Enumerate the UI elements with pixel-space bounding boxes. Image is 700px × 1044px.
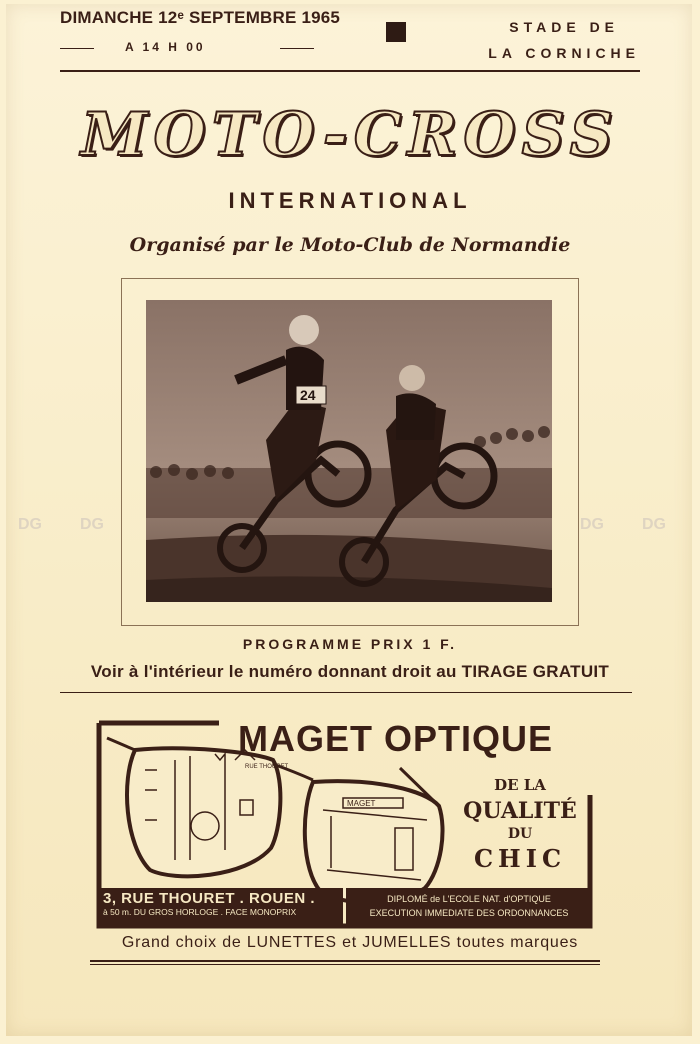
diploma-text: DIPLOMÉ de L'ECOLE NAT. d'OPTIQUE (387, 894, 551, 904)
shop-location: à 50 m. DU GROS HORLOGE . FACE MONOPRIX (103, 907, 297, 917)
footer-rule (90, 960, 600, 962)
header-rule (60, 70, 640, 72)
footer-rule (90, 964, 600, 965)
address-panel (97, 888, 343, 926)
watermark: DG (18, 516, 42, 533)
divider (60, 692, 632, 693)
race-number: 24 (300, 387, 316, 403)
square-ornament (386, 22, 406, 42)
event-time: A 14 H 00 (125, 40, 206, 54)
shop-sign: MAGET (347, 799, 376, 808)
organizer-line: Organisé par le Moto-Club de Normandie (129, 234, 571, 256)
ad-qualite: QUALITÉ (463, 798, 577, 824)
ad-title: MAGET OPTIQUE (238, 718, 554, 759)
venue-line-1: STADE DE (509, 19, 620, 35)
programme-price: PROGRAMME PRIX 1 F. (242, 636, 458, 652)
divider (280, 48, 314, 49)
watermark: DG (580, 516, 604, 533)
shop-address: 3, RUE THOURET . ROUEN . (103, 890, 316, 907)
diploma-panel (346, 888, 592, 926)
venue-line-2: LA CORNICHE (488, 45, 640, 61)
street-sign: RUE THOURET (245, 764, 289, 770)
execution-text: EXECUTION IMMEDIATE DES ORDONNANCES (369, 908, 569, 918)
event-date: DIMANCHE 12ᵉ SEPTEMBRE 1965 (60, 8, 341, 27)
watermark: DG (80, 516, 104, 533)
motocross-photo (146, 300, 552, 602)
page-subtitle: INTERNATIONAL (228, 188, 472, 213)
venue (488, 14, 640, 66)
page-title: MOTO-CROSS (81, 100, 619, 170)
ad-de-la: DE LA (494, 776, 546, 794)
ad-chic: CHIC (473, 844, 567, 873)
divider (60, 48, 94, 49)
footer-text: Grand choix de LUNETTES et JUMELLES toutes marques (121, 934, 579, 951)
watermark: DG (642, 516, 666, 533)
ad-du: DU (507, 826, 533, 842)
draw-notice: Voir à l'intérieur le numéro donnant droit au TIRAGE GRATUIT (90, 662, 610, 681)
